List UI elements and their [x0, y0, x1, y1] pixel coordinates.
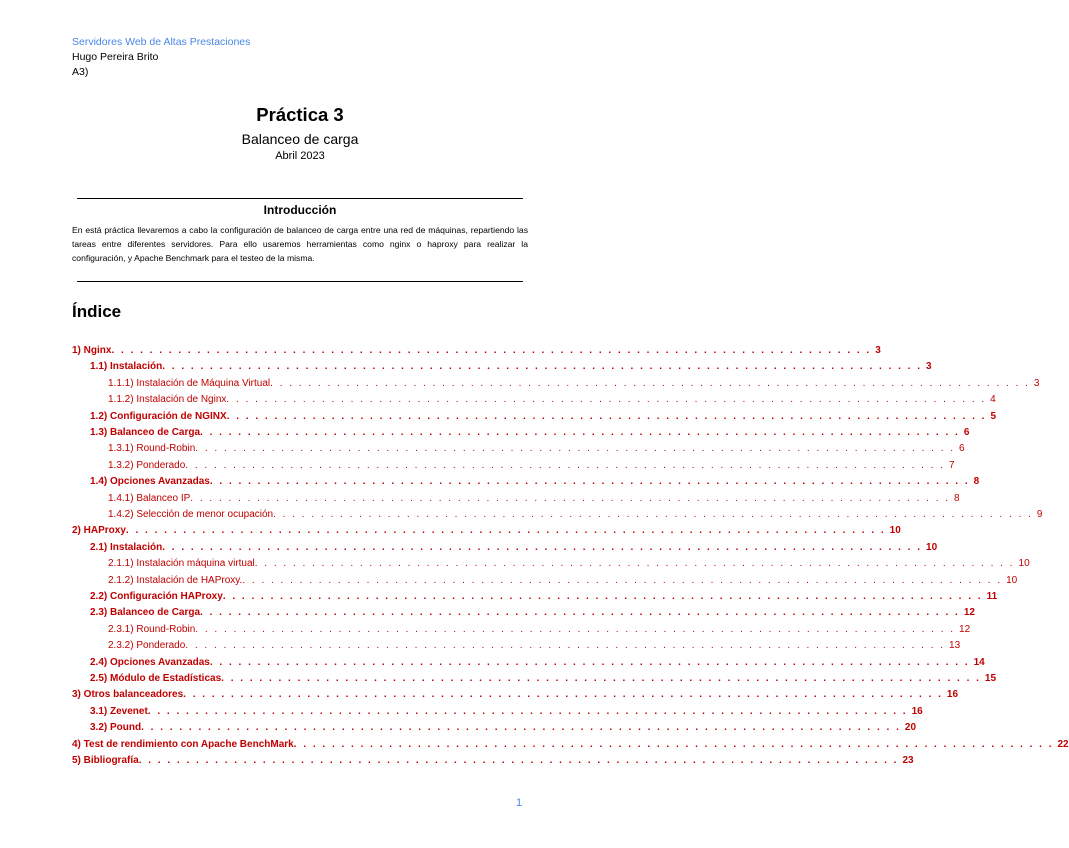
toc-leader-dots: . . . . . . . . . . . . . . . . . . . . . . . . . . . . . . . . . . . . . . . . . . . . . . . . . . . . . . . . . . . . . . . . . . . . . . . . . . . . . . . . — [195, 443, 956, 455]
toc-leader-dots: . . . . . . . . . . . . . . . . . . . . . . . . . . . . . . . . . . . . . . . . . . . . . . . . . . . . . . . . . . . . . . . . . . . . . . . . . . . . . . . . — [209, 476, 970, 488]
toc-entry-page: 4 — [990, 394, 996, 406]
toc-entry-page: 10 — [1006, 574, 1018, 586]
toc-entry[interactable] — [72, 345, 881, 361]
introduction-text: En está práctica llevaremos a cabo la configuración de balanceo de carga entre una red de máquinas, repartiendo las tareas entre diferentes servidores. Para ello usaremos herramientas como nginx o haproxy para realizar la configuración, y Apache Benchmark para el testeo de la misma. — [72, 225, 528, 263]
toc-entry[interactable] — [90, 591, 998, 607]
toc-entry-label: 2.1.1) Instalación máquina virtual — [108, 558, 255, 570]
toc-entry[interactable] — [90, 361, 932, 377]
toc-entry-page: 7 — [949, 459, 955, 471]
toc-entry[interactable] — [108, 558, 1030, 574]
index-heading: Índice — [72, 302, 122, 321]
toc-entry[interactable] — [108, 459, 955, 476]
toc-entry-label: 1.1.1) Instalación de Máquina Virtual — [108, 377, 271, 389]
toc-entry[interactable] — [90, 607, 975, 623]
toc-leader-dots: . . . . . . . . . . . . . . . . . . . . . . . . . . . . . . . . . . . . . . . . . . . . . . . . . . . . . . . . . . . . . . . . . . . . . . . . . . . . . . . . — [185, 459, 946, 471]
toc-leader-dots: . . . . . . . . . . . . . . . . . . . . . . . . . . . . . . . . . . . . . . . . . . . . . . . . . . . . . . . . . . . . . . . . . . . . . . . . . . . . . . . . — [111, 345, 872, 356]
toc-entry-label: 1.1.2) Instalación de Nginx — [108, 394, 227, 406]
toc-entry-label: 2.1) Instalación — [90, 541, 163, 553]
toc-entry-label: 2.2) Configuración HAProxy — [90, 591, 223, 602]
toc-entry-page: 15 — [984, 673, 997, 684]
toc-leader-dots: . . . . . . . . . . . . . . . . . . . . . . . . . . . . . . . . . . . . . . . . . . . . . . . . . . . . . . . . . . . . . . . . . . . . . . . . . . . . . . . . — [226, 410, 987, 422]
toc-entry[interactable] — [108, 443, 965, 459]
toc-entry-page: 13 — [949, 640, 961, 652]
toc-leader-dots: . . . . . . . . . . . . . . . . . . . . . . . . . . . . . . . . . . . . . . . . . . . . . . . . . . . . . . . . . . . . . . . . . . . . . . . . . . . . . . . . — [200, 427, 960, 438]
bottom-divider — [77, 281, 523, 282]
toc-entry-page: 3 — [926, 361, 932, 373]
document-date: Abril 2023 — [275, 150, 325, 162]
toc-entry[interactable] — [72, 525, 901, 541]
toc-entry-label: 4) Test de rendimiento con Apache BenchMark — [72, 738, 294, 750]
toc-leader-dots: . . . . . . . . . . . . . . . . . . . . . . . . . . . . . . . . . . . . . . . . . . . . . . . . . . . . . . . . . . . . . . . . . . . . . . . . . . . . . . . . — [195, 623, 956, 635]
toc-leader-dots: . . . . . . . . . . . . . . . . . . . . . . . . . . . . . . . . . . . . . . . . . . . . . . . . . . . . . . . . . . . . . . . . . . . . . . . . . . . . . . . . — [226, 394, 987, 406]
toc-entry[interactable] — [90, 476, 980, 492]
toc-entry-label: 1.4) Opciones Avanzadas — [90, 476, 210, 488]
toc-entry-page: 22 — [1057, 738, 1069, 750]
toc-entry-label: 2.1.2) Instalación de HAProxy. — [108, 574, 243, 586]
toc-entry-label: 1.3.1) Round-Robin — [108, 443, 196, 455]
toc-entry-label: 1) Nginx — [72, 345, 112, 356]
toc-leader-dots: . . . . . . . . . . . . . . . . . . . . . . . . . . . . . . . . . . . . . . . . . . . . . . . . . . . . . . . . . . . . . . . . . . . . . . . . . . . . . . . . — [162, 361, 923, 373]
toc-entry-label: 1.4.1) Balanceo IP — [108, 492, 191, 504]
toc-entry-page: 12 — [963, 607, 975, 619]
toc-entry-page: 5 — [990, 410, 997, 422]
toc-leader-dots: . . . . . . . . . . . . . . . . . . . . . . . . . . . . . . . . . . . . . . . . . . . . . . . . . . . . . . . . . . . . . . . . . . . . . . . . . . . . . . . . — [141, 722, 901, 734]
toc-leader-dots: . . . . . . . . . . . . . . . . . . . . . . . . . . . . . . . . . . . . . . . . . . . . . . . . . . . . . . . . . . . . . . . . . . . . . . . . . . . . . . . . — [222, 591, 983, 602]
toc-leader-dots: . . . . . . . . . . . . . . . . . . . . . . . . . . . . . . . . . . . . . . . . . . . . . . . . . . . . . . . . . . . . . . . . . . . . . . . . . . . . . . . . — [209, 656, 970, 668]
toc-entry-page: 8 — [954, 492, 960, 504]
toc-leader-dots: . . . . . . . . . . . . . . . . . . . . . . . . . . . . . . . . . . . . . . . . . . . . . . . . . . . . . . . . . . . . . . . . . . . . . . . . . . . . . . . . — [293, 738, 1054, 750]
toc-entry-label: 1.3) Balanceo de Carga — [90, 427, 201, 438]
toc-leader-dots: . . . . . . . . . . . . . . . . . . . . . . . . . . . . . . . . . . . . . . . . . . . . . . . . . . . . . . . . . . . . . . . . . . . . . . . . . . . . . . . . — [273, 509, 1033, 520]
toc-entry[interactable] — [108, 492, 960, 509]
document-subtitle: Balanceo de carga — [241, 131, 359, 147]
toc-leader-dots: . . . . . . . . . . . . . . . . . . . . . . . . . . . . . . . . . . . . . . . . . . . . . . . . . . . . . . . . . . . . . . . . . . . . . . . . . . . . . . . . — [254, 558, 1015, 570]
toc-entry-label: 3) Otros balanceadores — [72, 689, 184, 701]
toc-entry-page: 20 — [904, 722, 917, 734]
toc-entry[interactable] — [90, 673, 997, 689]
toc-entry-label: 1.2) Configuración de NGINX — [90, 410, 227, 422]
toc-entry-page: 3 — [875, 345, 881, 356]
toc-entry-label: 1.4.2) Selección de menor ocupación — [108, 509, 274, 520]
toc-entry[interactable] — [108, 623, 971, 640]
toc-entry-page: 23 — [902, 755, 914, 766]
top-divider — [77, 198, 523, 199]
toc-entry[interactable] — [90, 427, 970, 443]
toc-entry-page: 16 — [946, 689, 959, 701]
toc-leader-dots: . . . . . . . . . . . . . . . . . . . . . . . . . . . . . . . . . . . . . . . . . . . . . . . . . . . . . . . . . . . . . . . . . . . . . . . . . . . . . . . . — [242, 574, 1003, 586]
group-label: A3) — [72, 66, 89, 78]
toc-entry[interactable] — [108, 574, 1018, 591]
toc-entry[interactable] — [90, 410, 997, 427]
course-name: Servidores Web de Altas Prestaciones — [72, 36, 251, 48]
introduction-heading: Introducción — [263, 203, 337, 217]
toc-leader-dots: . . . . . . . . . . . . . . . . . . . . . . . . . . . . . . . . . . . . . . . . . . . . . . . . . . . . . . . . . . . . . . . . . . . . . . . . . . . . . . . . — [221, 673, 981, 684]
document-title: Práctica 3 — [256, 104, 344, 125]
toc-entry-page: 14 — [973, 656, 985, 668]
toc-entry[interactable] — [108, 377, 1040, 394]
toc-leader-dots: . . . . . . . . . . . . . . . . . . . . . . . . . . . . . . . . . . . . . . . . . . . . . . . . . . . . . . . . . . . . . . . . . . . . . . . . . . . . . . . . — [185, 640, 946, 652]
toc-entry-label: 1.3.2) Ponderado — [108, 459, 186, 471]
toc-entry[interactable] — [72, 738, 1069, 755]
toc-leader-dots: . . . . . . . . . . . . . . . . . . . . . . . . . . . . . . . . . . . . . . . . . . . . . . . . . . . . . . . . . . . . . . . . . . . . . . . . . . . . . . . . — [147, 705, 908, 717]
toc-entry-label: 2.3.2) Ponderado — [108, 640, 186, 652]
toc-entry-label: 3.1) Zevenet — [90, 705, 148, 717]
toc-entry-page: 10 — [926, 541, 938, 553]
toc-leader-dots: . . . . . . . . . . . . . . . . . . . . . . . . . . . . . . . . . . . . . . . . . . . . . . . . . . . . . . . . . . . . . . . . . . . . . . . . . . . . . . . . — [183, 689, 943, 701]
toc-entry-page: 10 — [1018, 558, 1030, 570]
toc-entry[interactable] — [90, 722, 917, 738]
toc-entry[interactable] — [72, 755, 914, 771]
toc-entry-page: 12 — [959, 623, 971, 635]
toc-entry-label: 2.5) Módulo de Estadísticas — [90, 673, 222, 684]
toc-leader-dots: . . . . . . . . . . . . . . . . . . . . . . . . . . . . . . . . . . . . . . . . . . . . . . . . . . . . . . . . . . . . . . . . . . . . . . . . . . . . . . . . — [125, 525, 886, 537]
toc-entry-label: 2.3.1) Round-Robin — [108, 623, 196, 635]
toc-entry-page: 3 — [1033, 377, 1040, 389]
toc-leader-dots: . . . . . . . . . . . . . . . . . . . . . . . . . . . . . . . . . . . . . . . . . . . . . . . . . . . . . . . . . . . . . . . . . . . . . . . . . . . . . . . . — [162, 541, 923, 553]
toc-entry-page: 11 — [986, 591, 998, 602]
toc-entry-page: 6 — [963, 427, 970, 438]
toc-entry[interactable] — [108, 640, 961, 656]
toc-entry[interactable] — [90, 656, 985, 673]
toc-entry-page: 8 — [973, 476, 980, 488]
toc-entry[interactable] — [90, 705, 923, 722]
toc-leader-dots: . . . . . . . . . . . . . . . . . . . . . . . . . . . . . . . . . . . . . . . . . . . . . . . . . . . . . . . . . . . . . . . . . . . . . . . . . . . . . . . . — [138, 755, 899, 766]
toc-leader-dots: . . . . . . . . . . . . . . . . . . . . . . . . . . . . . . . . . . . . . . . . . . . . . . . . . . . . . . . . . . . . . . . . . . . . . . . . . . . . . . . . — [270, 377, 1030, 389]
toc-entry[interactable] — [108, 394, 996, 410]
toc-entry-label: 3.2) Pound — [90, 722, 142, 734]
toc-entry[interactable] — [90, 541, 938, 558]
toc-entry-page: 9 — [1036, 509, 1043, 520]
toc-entry-label: 2) HAProxy — [72, 525, 126, 537]
toc-entry-page: 16 — [911, 705, 923, 717]
page-number: 1 — [516, 797, 523, 809]
toc-entry-label: 5) Bibliografía — [72, 755, 139, 766]
toc-leader-dots: . . . . . . . . . . . . . . . . . . . . . . . . . . . . . . . . . . . . . . . . . . . . . . . . . . . . . . . . . . . . . . . . . . . . . . . . . . . . . . . . — [200, 607, 960, 619]
toc-entry-label: 1.1) Instalación — [90, 361, 163, 373]
toc-entry[interactable] — [108, 509, 1043, 525]
author-name: Hugo Pereira Brito — [72, 51, 159, 63]
toc-entry-page: 6 — [959, 443, 965, 455]
toc-leader-dots: . . . . . . . . . . . . . . . . . . . . . . . . . . . . . . . . . . . . . . . . . . . . . . . . . . . . . . . . . . . . . . . . . . . . . . . . . . . . . . . . — [190, 492, 951, 504]
toc-entry-label: 2.4) Opciones Avanzadas — [90, 656, 210, 668]
toc-entry-label: 2.3) Balanceo de Carga — [90, 607, 201, 619]
toc-entry[interactable] — [72, 689, 959, 705]
toc-entry-page: 10 — [889, 525, 901, 537]
